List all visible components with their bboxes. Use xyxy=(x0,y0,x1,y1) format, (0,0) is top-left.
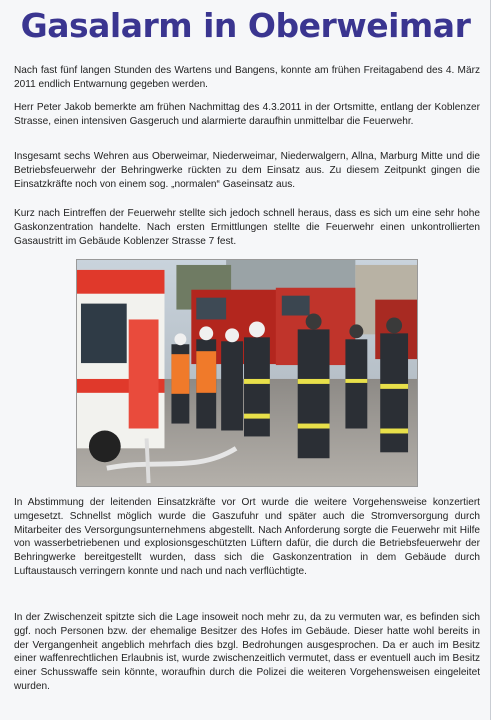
article-paragraph-4: Kurz nach Eintreffen der Feuerwehr stellte sich jedoch schnell heraus, dass es sich um eine sehr hohe Gaskonzentration handelte. Nach ersten Ermittlungen stellte die Feuerwehr einen unkontrollierten Gasaustritt im Gebäude Koblenzer Strasse 7 fest. xyxy=(14,208,480,247)
article-paragraph-6: In der Zwischenzeit spitzte sich die Lage insoweit noch mehr zu, da zu vermuten war, es befinden sich ggf. noch Personen bzw. der ehemalige Besitzer des Hofes im Gebäude. Dieser hatte wohl bereits in der Vergangenheit angeblich mehrfach dies bzgl. Bedrohungen ausgesprochen. Da er auch im Besitz einer waffenrechtlichen Erlaubnis ist, wurde zwischenzeitlich vermutet, dass er eventuell auch im Besitz einer Schusswaffe sein könnte, woraufhin durch die Polizei die weiteren Vorgehensweisen eingeleitet wurden. xyxy=(14,612,480,692)
article-title: Gasalarm in Oberweimar xyxy=(20,6,471,45)
article-paragraph-2: Herr Peter Jakob bemerkte am frühen Nachmittag des 4.3.2011 in der Ortsmitte, entlang der Koblenzer Strasse, einen intensiven Gasgeruch und alarmierte daraufhin unmittelbar die Feuerwehr. xyxy=(14,102,480,127)
article-paragraph-1: Nach fast fünf langen Stunden des Wartens und Bangens, konnte am frühen Freitagabend des 4. März 2011 endlich Entwarnung gegeben werden. xyxy=(14,65,480,90)
article-paragraph-5: In Abstimmung der leitenden Einsatzkräfte vor Ort wurde die weitere Vorgehensweise konzertiert umgesetzt. Schnellst möglich wurde die Gaszufuhr und später auch die Stromversorgung durch Mitarbeiter des Versorgungsunternehmens abgestellt. Nach Anforderung sorgte die Feuerwehr mit Hilfe von wasserbetriebenen und explosionsgeschützten Lüftern dafür, die durch die Betriebsfeuerwehr der Behringwerke bereitgestellt wurden, dass sich die Gaskonzentration in dem Gebäude durch Luftaustausch verringern konnte und nach und nach verflüchtigte. xyxy=(14,497,480,577)
fire-brigade-photo xyxy=(76,259,418,487)
article-paragraph-3: Insgesamt sechs Wehren aus Oberweimar, Niederweimar, Niederwalgern, Allna, Marburg Mitte und die Betriebsfeuerwehr der Behringwerke rückten zu dem Einsatz aus. Zu diesem Zeitpunkt gingen die Einsatzkräfte noch von einem sog. „normalen“ Gaseinsatz aus. xyxy=(14,151,480,190)
